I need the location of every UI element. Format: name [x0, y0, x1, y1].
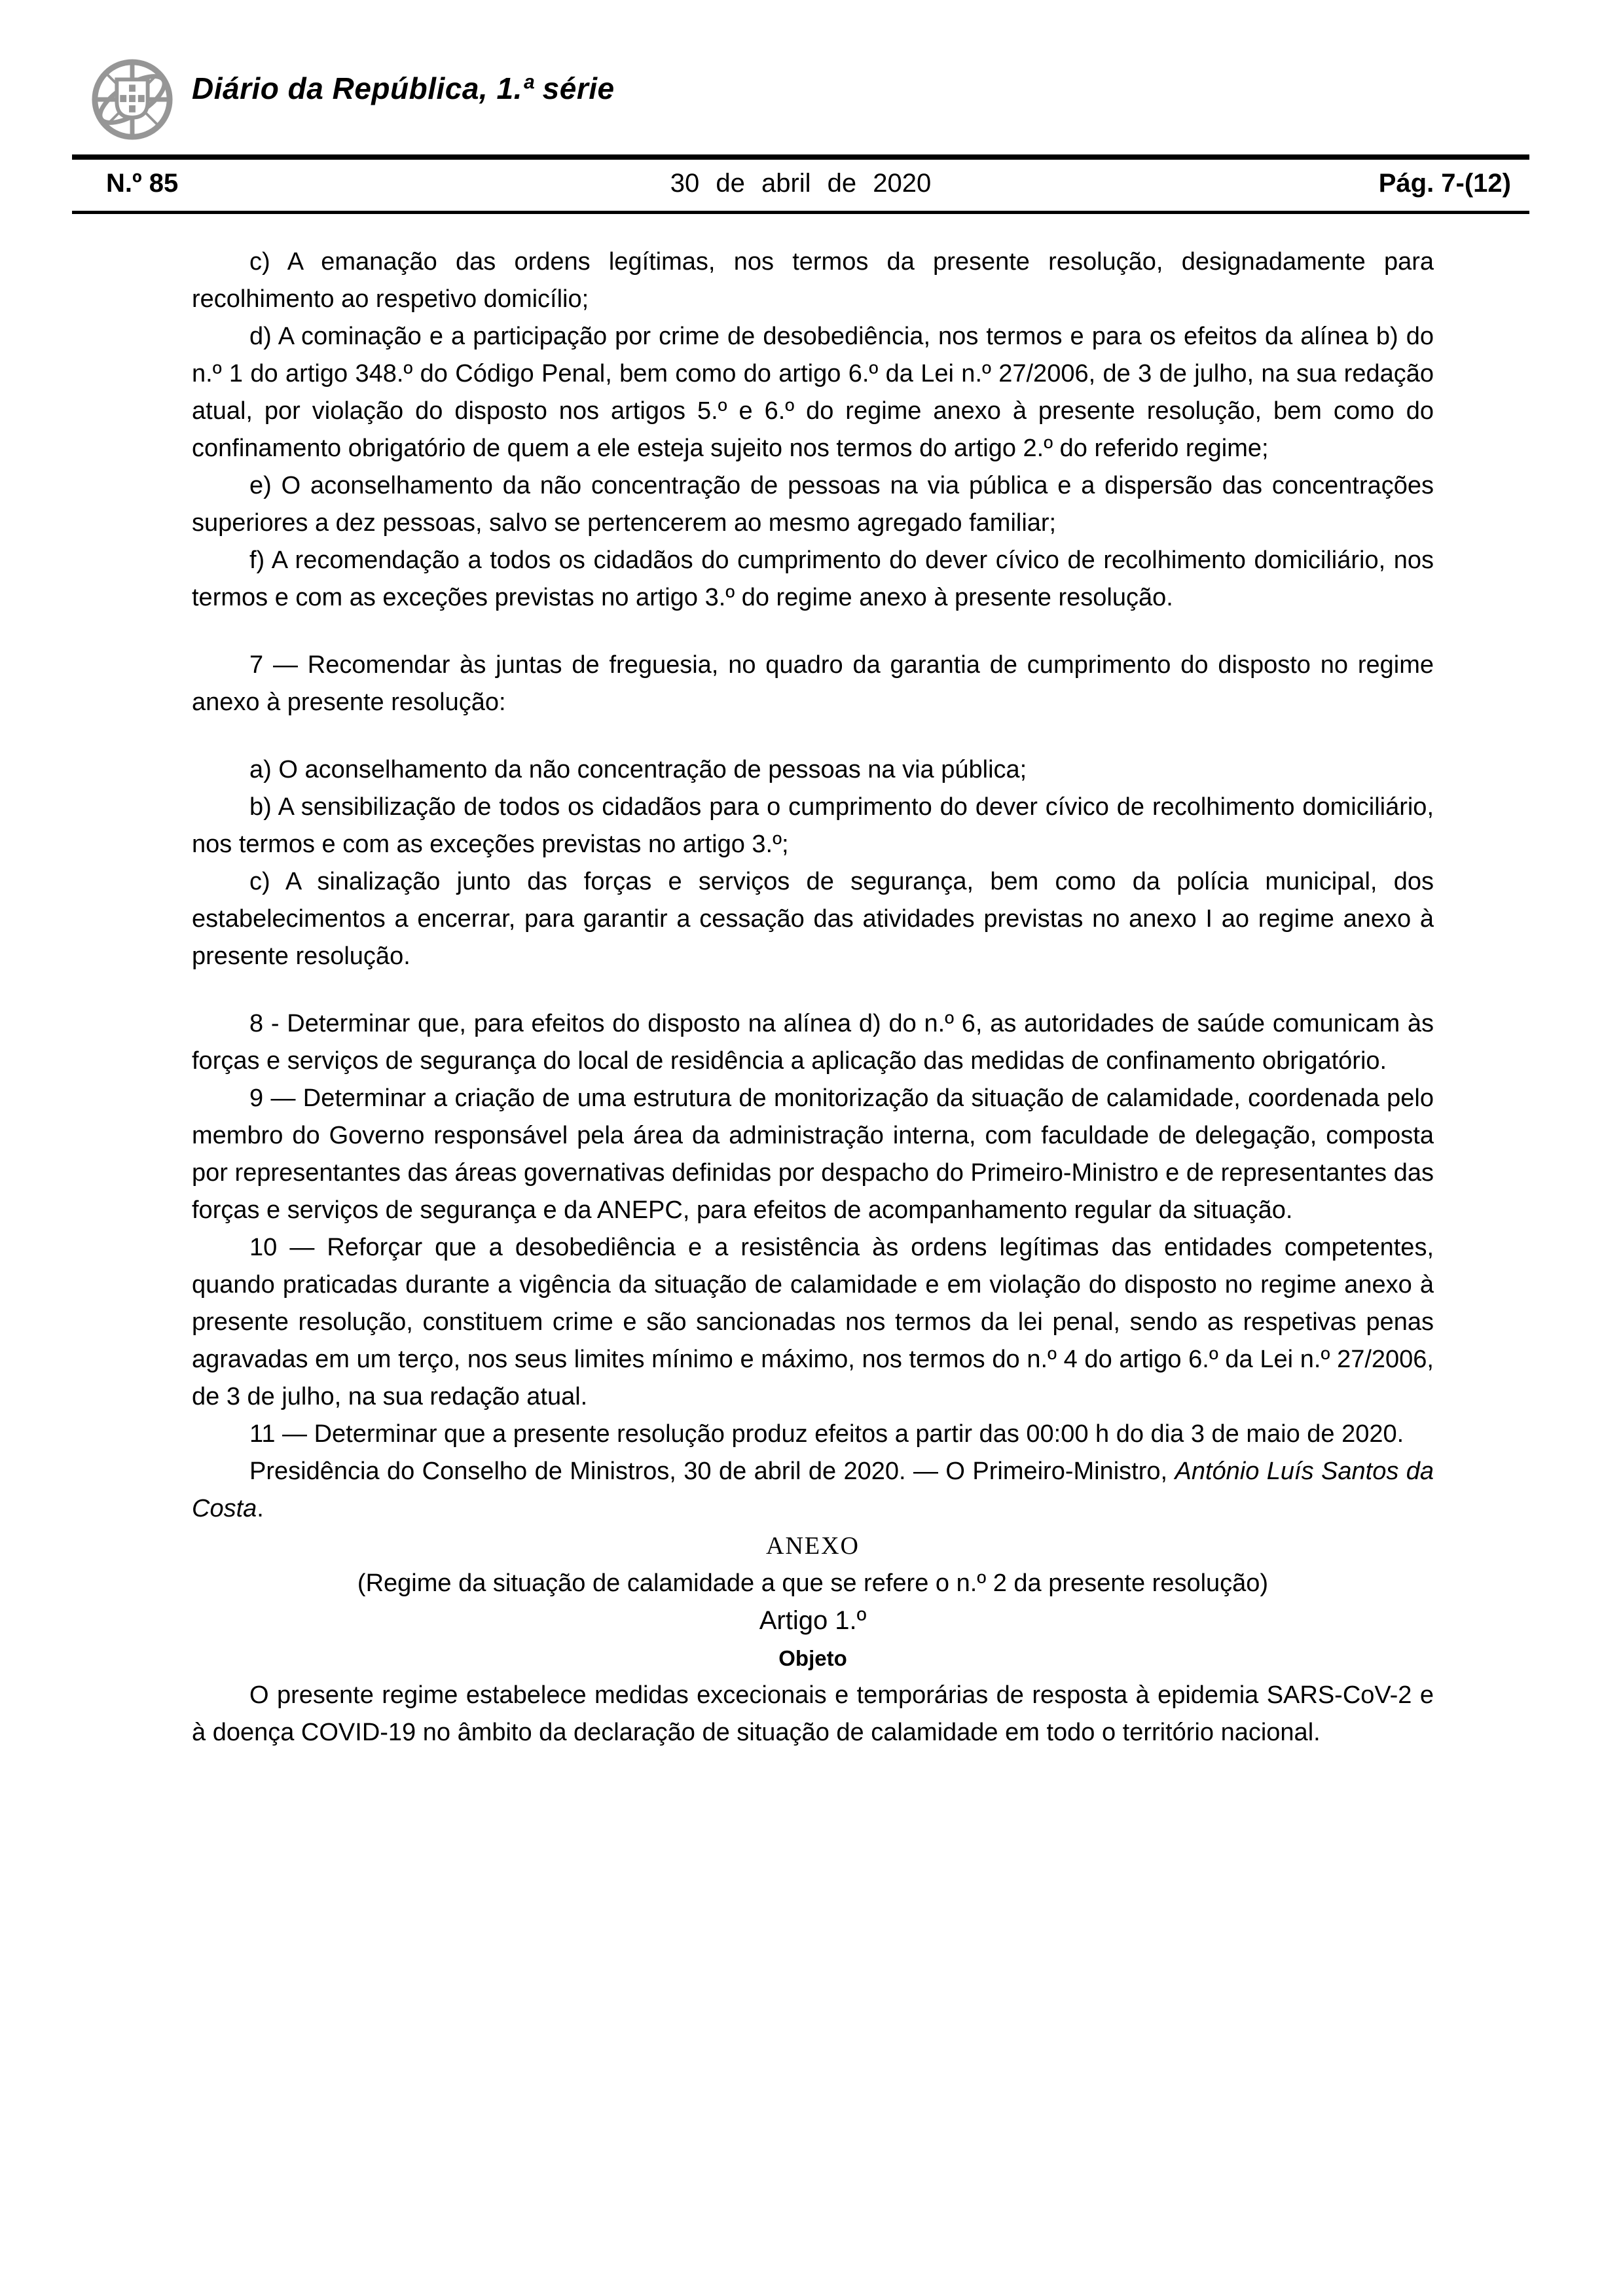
- annex-heading: ANEXO: [766, 1532, 860, 1560]
- publication-title: Diário da República, 1.ª série: [192, 71, 615, 105]
- annex-article-subject: Objeto: [778, 1646, 847, 1670]
- body-paragraph: d) A cominação e a participação por crime de desobediência, nos termos e para os efeitos da alínea b) do n.º 1 do artigo 348.º do Código Penal, bem como do artigo 6.º da Lei n.º 27/2006, de 3 de julho, na sua redação atual, por violação do disposto nos artigos 5.º e 6.º do regime anexo à presente resolução, bem como do confinamento obrigatório de quem a ele esteja sujeito nos termos do artigo 2.º do referido regime;: [192, 323, 1434, 462]
- signature-line: [192, 1453, 1434, 1528]
- document-body: [192, 243, 1434, 1751]
- portugal-coat-of-arms-icon: [90, 58, 174, 141]
- issue-date: 30 de abril de 2020: [670, 169, 932, 198]
- body-paragraph: 7 — Recomendar às juntas de freguesia, no quadro da garantia de cumprimento do disposto no regime anexo à presente resolução:: [192, 651, 1434, 716]
- body-paragraph: a) O aconselhamento da não concentração de pessoas na via pública;: [249, 756, 1027, 783]
- header-rule-bottom: [72, 211, 1529, 214]
- header-rule-top: [72, 154, 1529, 160]
- body-paragraph: 9 — Determinar a criação de uma estrutura de monitorização da situação de calamidade, coordenada pelo membro do Governo responsável pela área da administração interna, com faculdade de delegação, composta por representantes das áreas governativas definidas por despacho do Primeiro-Ministro e de representantes das forças e serviços de segurança e da ANEPC, para efeitos de acompanhamento regular da situação.: [192, 1085, 1434, 1224]
- paragraph-list: [192, 243, 1434, 1453]
- body-paragraph: f) A recomendação a todos os cidadãos do cumprimento do dever cívico de recolhimento domiciliário, nos termos e com as exceções previstas no artigo 3.º do regime anexo à presente resolução.: [192, 547, 1434, 611]
- body-paragraph: e) O aconselhamento da não concentração de pessoas na via pública e a dispersão das concentrações superiores a dez pessoas, salvo se pertencerem ao mesmo agregado familiar;: [192, 472, 1434, 537]
- annex-subtitle: (Regime da situação de calamidade a que se refere o n.º 2 da presente resolução): [357, 1570, 1269, 1597]
- annex-article-number: Artigo 1.º: [759, 1606, 867, 1635]
- annex-paragraph: O presente regime estabelece medidas excecionais e temporárias de resposta à epidemia SARS-CoV-2 e à doença COVID-19 no âmbito da declaração de situação de calamidade em todo o território nacional.: [192, 1681, 1434, 1746]
- signature-prefix: Presidência do Conselho de Ministros, 30 de abril de 2020. — O Primeiro-Ministro,: [249, 1458, 1175, 1485]
- body-paragraph: 11 — Determinar que a presente resolução produz efeitos a partir das 00:00 h do dia 3 de maio de 2020.: [249, 1420, 1404, 1448]
- body-paragraph: b) A sensibilização de todos os cidadãos para o cumprimento do dever cívico de recolhimento domiciliário, nos termos e com as exceções previstas no artigo 3.º;: [192, 793, 1434, 858]
- body-paragraph: c) A sinalização junto das forças e serviços de segurança, bem como da polícia municipal, dos estabelecimentos a encerrar, para garantir a cessação das atividades previstas no anexo I ao regime anexo à presente resolução.: [192, 868, 1434, 970]
- body-paragraph: c) A emanação das ordens legítimas, nos termos da presente resolução, designadamente para recolhimento ao respetivo domicílio;: [192, 248, 1434, 313]
- issue-number: N.º 85: [106, 169, 179, 198]
- signatory-name: António Luís Santos da Costa: [192, 1458, 1434, 1522]
- header-bar: [72, 165, 1529, 207]
- body-paragraph: 10 — Reforçar que a desobediência e a resistência às ordens legítimas das entidades competentes, quando praticadas durante a vigência da situação de calamidade e em violação do disposto no regime anexo à presente resolução, constituem crime e são sancionadas nos termos da lei penal, sendo as respetivas penas agravadas em um terço, nos seus limites mínimo e máximo, nos termos do n.º 4 do artigo 6.º da Lei n.º 27/2006, de 3 de julho, na sua redação atual.: [192, 1234, 1434, 1410]
- body-paragraph: 8 - Determinar que, para efeitos do disposto na alínea d) do n.º 6, as autoridades de saúde comunicam às forças e serviços de segurança do local de residência a aplicação das medidas de confinamento obrigatório.: [192, 1010, 1434, 1075]
- page-reference: Pág. 7-(12): [1378, 169, 1511, 198]
- signature-suffix: .: [257, 1495, 264, 1522]
